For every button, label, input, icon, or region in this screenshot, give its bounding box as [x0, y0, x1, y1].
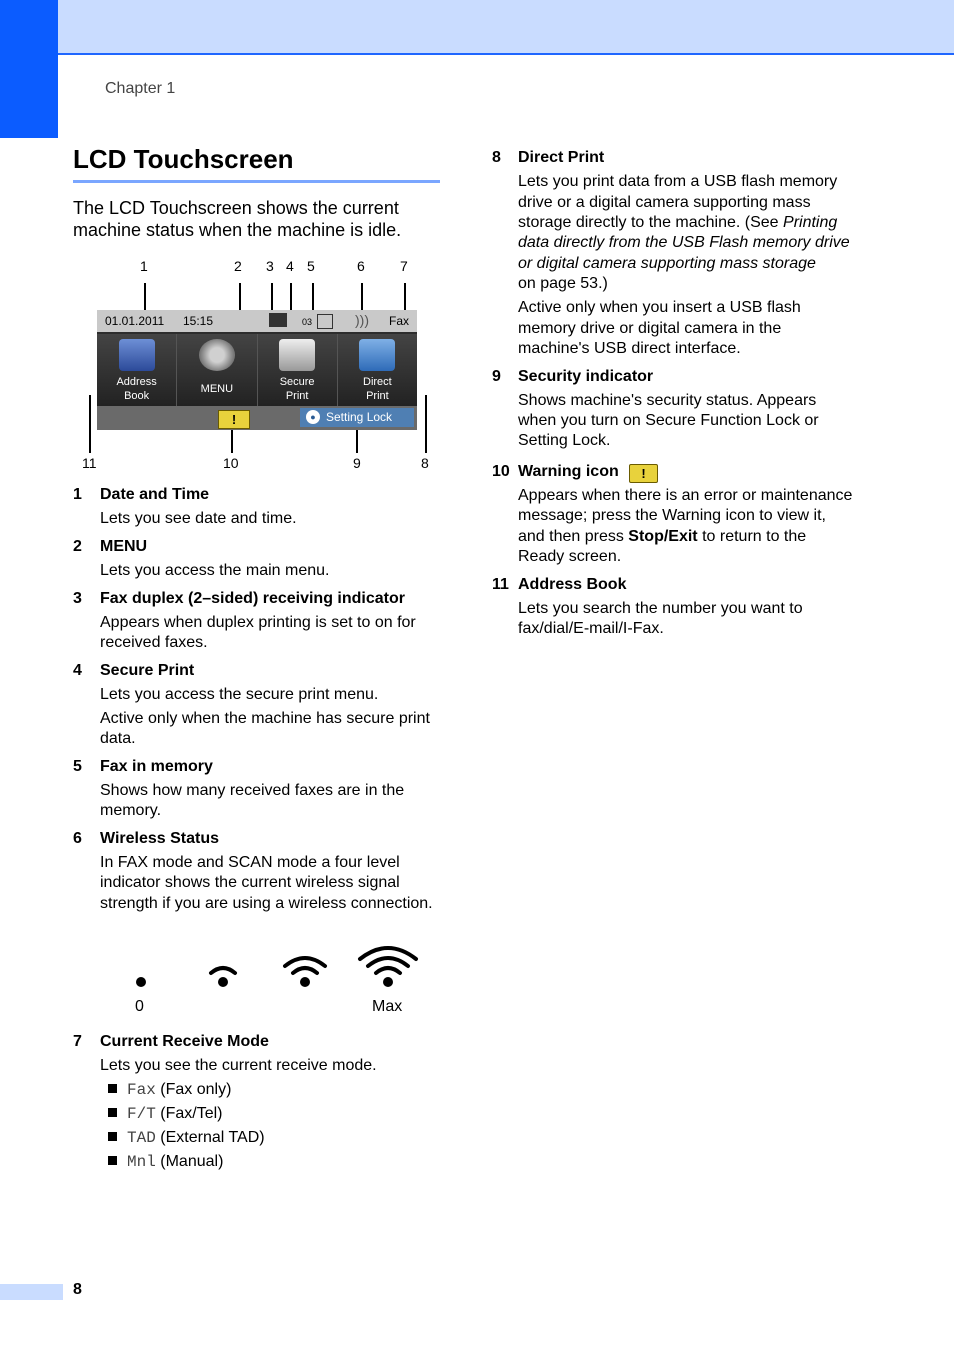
mode-tad-code: TAD — [127, 1129, 156, 1147]
item-9-heading: Security indicator — [518, 368, 654, 385]
callout-7: 7 — [400, 258, 408, 274]
item-8-line-1: Lets you print data from a USB flash memory — [518, 173, 838, 190]
wireless-level-0-icon — [136, 977, 146, 987]
item-8-p2-2: memory drive or digital camera in the — [518, 320, 782, 337]
item-8-heading: Direct Print — [518, 149, 605, 166]
address-book-icon — [119, 339, 155, 371]
callout-6: 6 — [357, 258, 365, 274]
wireless-level-2-icon — [285, 958, 325, 987]
status-time: 15:15 — [183, 314, 214, 328]
item-4-body-2: Active only when the machine has secure print — [100, 710, 430, 727]
item-10-line-3a: and then press — [518, 528, 629, 545]
wireless-icon: ))) — [355, 312, 369, 328]
leader-1 — [144, 283, 146, 311]
item-9-number: 9 — [492, 368, 501, 385]
status-bar — [97, 310, 417, 332]
item-8-p2-1: Active only when you insert a USB flash — [518, 299, 801, 316]
lock-icon: ● — [306, 410, 320, 424]
item-8-line-6: on page 53.) — [518, 275, 608, 292]
mode-tad-desc: (External TAD) — [160, 1129, 265, 1146]
mode-ft-desc: (Fax/Tel) — [160, 1105, 223, 1122]
secure-print-button[interactable] — [258, 334, 338, 406]
direct-print-label-1: Direct — [363, 376, 392, 388]
menu-button[interactable] — [177, 334, 257, 406]
item-7-body: Lets you see the current receive mode. — [100, 1057, 377, 1074]
page-number: 8 — [73, 1281, 82, 1298]
warning-icon[interactable]: ! — [218, 410, 250, 429]
item-3-body-1: Appears when duplex printing is set to on for — [100, 614, 416, 631]
item-5-body-1: Shows how many received faxes are in the — [100, 782, 405, 799]
item-10-number: 10 — [492, 463, 510, 480]
item-8-line-5: or digital camera supporting mass storage — [518, 255, 816, 272]
wireless-level-max-icon — [360, 948, 416, 987]
leader-5 — [312, 283, 314, 311]
lcd-bottom-bar — [97, 406, 417, 430]
item-6-heading: Wireless Status — [100, 830, 220, 847]
item-6-body-2: indicator shows the current wireless signal — [100, 874, 400, 891]
mode-ft-code: F/T — [127, 1105, 156, 1123]
direct-print-button[interactable] — [338, 334, 417, 406]
leader-8 — [425, 395, 427, 453]
item-10-line-2: message; press the Warning icon to view it, — [518, 507, 826, 524]
item-11-body-2: fax/dial/E-mail/I-Fax. — [518, 620, 664, 637]
direct-print-icon — [359, 339, 395, 371]
item-1-number: 1 — [73, 486, 82, 503]
wireless-level-1-icon — [211, 968, 235, 987]
mode-fax — [108, 1081, 231, 1099]
item-10-line-1: Appears when there is an error or maintenance — [518, 487, 853, 504]
mode-ft — [108, 1105, 223, 1123]
item-9-body-3: Setting Lock. — [518, 432, 611, 449]
item-11-body-1: Lets you search the number you want to — [518, 600, 803, 617]
item-4-body-3: data. — [100, 730, 136, 747]
secure-print-label-1: Secure — [279, 376, 315, 388]
chapter-label: Chapter 1 — [105, 80, 176, 97]
secure-print-icon — [279, 339, 315, 371]
leader-9 — [356, 428, 358, 453]
callout-8: 8 — [421, 455, 429, 471]
item-3-heading: Fax duplex (2–sided) receiving indicator — [100, 590, 405, 607]
item-1-body: Lets you see date and time. — [100, 510, 297, 527]
address-book-label-2: Book — [124, 390, 150, 402]
item-9-body-2: when you turn on Secure Function Lock or — [518, 412, 819, 429]
callout-5: 5 — [307, 258, 315, 274]
item-11-number: 11 — [492, 576, 509, 593]
item-10-line-3 — [518, 527, 806, 548]
status-date: 01.01.2011 — [105, 314, 165, 328]
item-4-heading: Secure Print — [100, 662, 195, 679]
menu-label: MENU — [200, 383, 234, 395]
item-7-heading: Current Receive Mode — [100, 1033, 269, 1050]
security-indicator — [300, 408, 414, 427]
setting-lock-label: Setting Lock — [326, 410, 393, 424]
item-2-heading: MENU — [100, 538, 148, 555]
callout-3: 3 — [266, 258, 274, 274]
receive-mode: Fax — [389, 314, 410, 328]
item-10-heading: Warning icon — [518, 463, 619, 480]
lcd-screen — [97, 310, 417, 430]
chapter-tab — [0, 0, 58, 138]
item-8-line-3a: storage directly to the machine. (See — [518, 214, 784, 231]
warning-icon-inline: ! — [629, 464, 658, 483]
item-8-line-4: data directly from the USB Flash memory drive — [518, 234, 850, 251]
callout-2: 2 — [234, 258, 242, 274]
secure-print-label-2: Print — [285, 390, 309, 402]
address-book-label-1: Address — [116, 376, 157, 388]
item-1-heading: Date and Time — [100, 486, 210, 503]
item-3-body-2: received faxes. — [100, 634, 208, 651]
fax-memory-icon — [317, 314, 333, 329]
item-4-number: 4 — [73, 662, 82, 679]
item-6-number: 6 — [73, 830, 82, 847]
direct-print-label-2: Print — [366, 390, 389, 402]
item-8-line-3 — [518, 213, 837, 234]
item-10-line-3c: to return to the — [697, 528, 807, 545]
item-5-number: 5 — [73, 758, 82, 775]
leader-7 — [404, 283, 406, 311]
duplex-indicator-icon — [269, 313, 287, 327]
fax-memory-count: 03 — [302, 317, 313, 327]
wireless-max-label: Max — [372, 998, 403, 1015]
mode-mnl-code: Mnl — [127, 1153, 156, 1171]
callout-4: 4 — [286, 258, 294, 274]
item-2-body: Lets you access the main menu. — [100, 562, 330, 579]
item-11-heading: Address Book — [518, 576, 627, 593]
title-rule — [73, 180, 440, 183]
item-7-number: 7 — [73, 1033, 82, 1050]
item-2-number: 2 — [73, 538, 82, 555]
mode-tad — [108, 1129, 265, 1147]
item-5-heading: Fax in memory — [100, 758, 213, 775]
stop-exit-key: Stop/Exit — [628, 528, 698, 545]
item-5-body-2: memory. — [100, 802, 162, 819]
item-8-line-3b: Printing — [783, 214, 838, 231]
address-book-button[interactable] — [97, 334, 177, 406]
leader-3 — [271, 283, 273, 311]
wireless-min-label: 0 — [135, 998, 144, 1015]
leader-10 — [231, 428, 233, 453]
callout-11: 11 — [82, 455, 97, 471]
callout-1: 1 — [140, 258, 148, 274]
item-4-body-1: Lets you access the secure print menu. — [100, 686, 379, 703]
callout-10: 10 — [223, 455, 239, 471]
mode-mnl-desc: (Manual) — [160, 1153, 224, 1170]
mode-fax-code: Fax — [127, 1081, 156, 1099]
item-9-body-1: Shows machine's security status. Appears — [518, 392, 817, 409]
gear-icon — [199, 339, 235, 371]
item-3-number: 3 — [73, 590, 82, 607]
header-bar — [0, 0, 954, 55]
page-title: LCD Touchscreen — [73, 144, 294, 174]
leader-6 — [361, 283, 363, 311]
intro-text: The LCD Touchscreen shows the current machine status when the machine is idle. — [73, 198, 402, 240]
item-8-p2-3: machine's USB direct interface. — [518, 340, 741, 357]
item-10-line-4: Ready screen. — [518, 548, 622, 565]
item-6-body-3: strength if you are using a wireless connection. — [100, 895, 433, 912]
item-6-body-1: In FAX mode and SCAN mode a four level — [100, 854, 400, 871]
item-8-number: 8 — [492, 149, 501, 166]
callout-9: 9 — [353, 455, 361, 471]
mode-fax-desc: (Fax only) — [160, 1081, 232, 1098]
item-8-line-2: drive or a digital camera supporting mass — [518, 194, 811, 211]
footer-bar — [0, 1284, 63, 1300]
mode-mnl — [108, 1153, 223, 1171]
leader-11 — [89, 395, 91, 453]
